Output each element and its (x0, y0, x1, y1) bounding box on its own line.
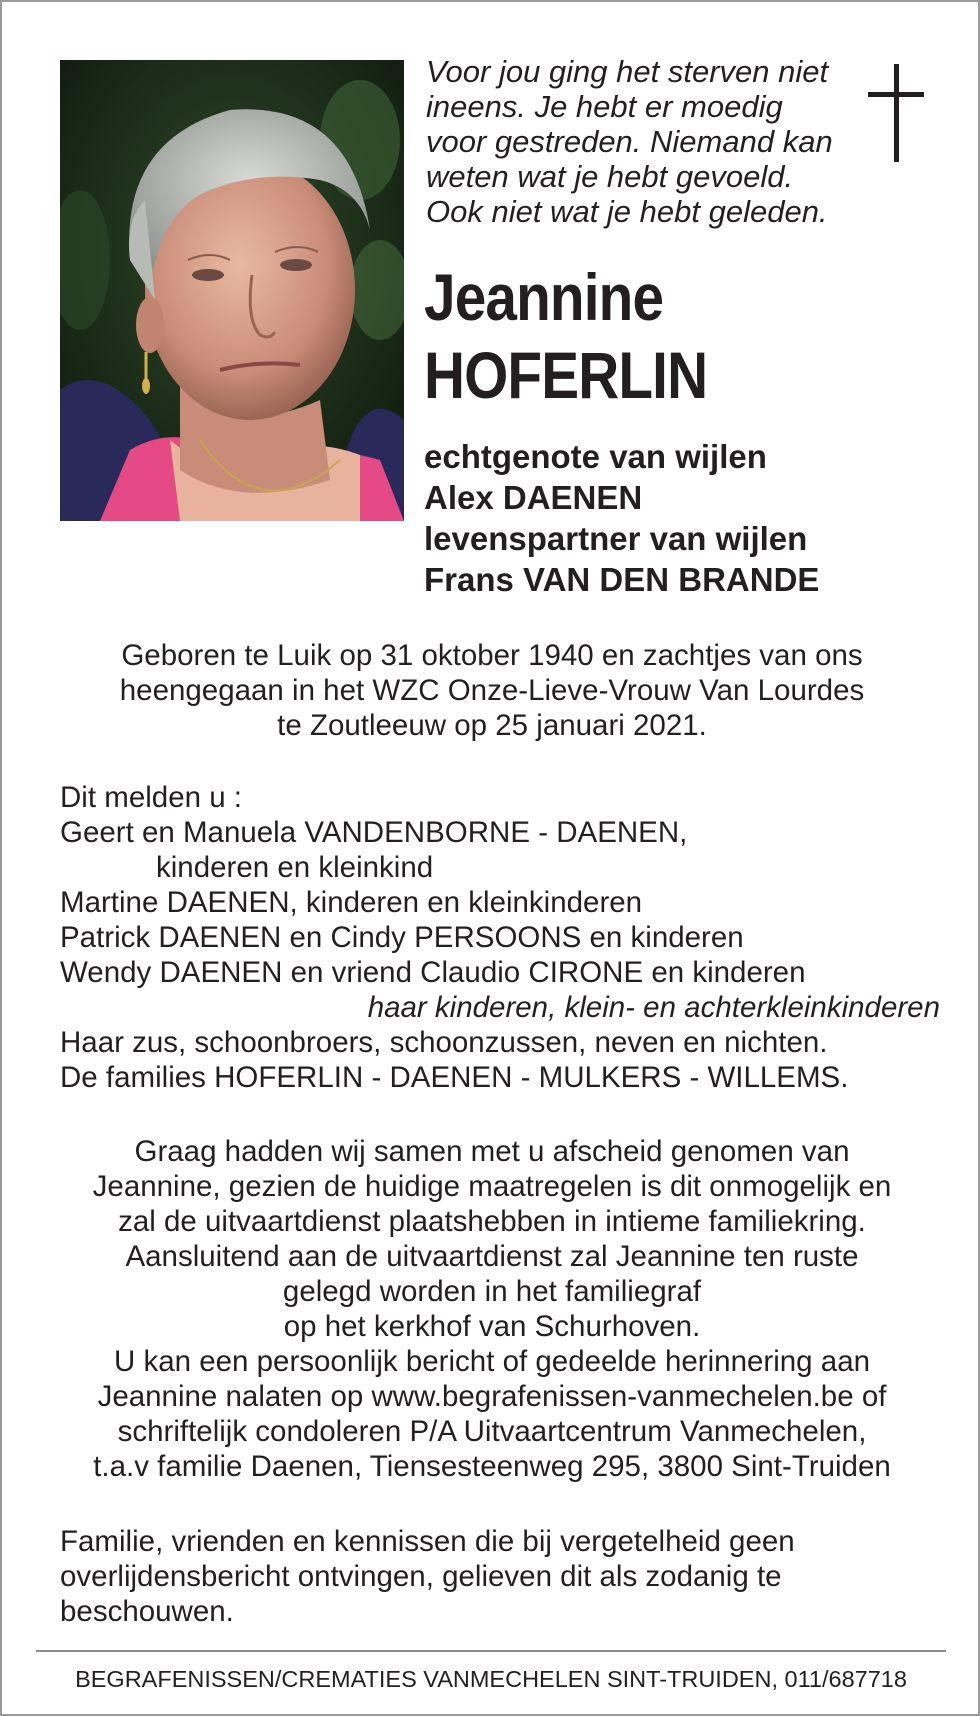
mourner-line: De families HOFERLIN - DAENEN - MULKERS - WILLEMS. (60, 1061, 849, 1094)
poem (426, 54, 866, 229)
closing-line: Familie, vrienden en kennissen die bij vergetelheid geen (60, 1525, 795, 1558)
poem-line: ineens. Je hebt er moedig (426, 89, 783, 124)
message-line: zal de uitvaartdienst plaatshebben in intieme familiekring. (118, 1205, 866, 1238)
birth-line: te Zoutleeuw op 25 januari 2021. (277, 709, 707, 742)
relation-line: echtgenote van wijlen (424, 438, 767, 475)
closing-line: beschouwen. (60, 1595, 234, 1628)
closing-note (60, 1524, 920, 1629)
relations (424, 436, 944, 600)
mourners-list (60, 780, 940, 1095)
relation-line: Frans VAN DEN BRANDE (424, 561, 820, 598)
divider (36, 1650, 946, 1652)
message-line: op het kerkhof van Schurhoven. (283, 1310, 701, 1343)
relation-line: Alex DAENEN (424, 479, 643, 516)
mourner-line: Geert en Manuela VANDENBORNE - DAENEN, (60, 816, 688, 849)
poem-line: weten wat je hebt gevoeld. (426, 159, 794, 194)
mourner-line: Haar zus, schoonbroers, schoonzussen, neven en nichten. (60, 1026, 828, 1059)
portrait-photo (60, 60, 404, 521)
last-name: HOFERLIN (424, 338, 708, 412)
birth-line: heengegaan in het WZC Onze-Lieve-Vrouw Van Lourdes (119, 674, 865, 707)
poem-line: Voor jou ging het sterven niet (426, 54, 829, 89)
message-line: Aansluitend aan de uitvaartdienst zal Jeannine ten ruste (125, 1240, 859, 1273)
deceased-name (424, 258, 820, 414)
mourner-line: Wendy DAENEN en vriend Claudio CIRONE en kinderen (60, 956, 806, 989)
poem-line: Ook niet wat je hebt geleden. (426, 194, 828, 229)
message-line: Jeannine nalaten op www.begrafenissen-vanmechelen.be of (97, 1380, 887, 1413)
mourner-line: Martine DAENEN, kinderen en kleinkinderen (60, 886, 643, 919)
message-line: Graag hadden wij samen met u afscheid genomen van (134, 1135, 850, 1168)
funeral-message (42, 1134, 942, 1484)
relation-line: levenspartner van wijlen (424, 520, 808, 557)
first-name: Jeannine (424, 260, 664, 334)
mourner-line: haar kinderen, klein- en achterkleinkinderen (367, 991, 940, 1024)
message-line: schriftelijk condoleren P/A Uitvaartcentrum Vanmechelen, (117, 1415, 867, 1448)
birth-line: Geboren te Luik op 31 oktober 1940 en zachtjes van ons (121, 639, 863, 672)
message-line: Jeannine, gezien de huidige maatregelen is dit onmogelijk en (92, 1170, 892, 1203)
birth-info (42, 638, 942, 743)
closing-line: overlijdensbericht ontvingen, gelieven dit als zodanig te (60, 1560, 782, 1593)
funeral-home-footer: BEGRAFENISSEN/CREMATIES VANMECHELEN SINT-TRUIDEN, 011/687718 (75, 1666, 907, 1692)
message-line: gelegd worden in het familiegraf (282, 1275, 702, 1308)
cross-icon (868, 64, 924, 162)
mourner-line: kinderen en kleinkind (156, 851, 434, 884)
poem-line: voor gestreden. Niemand kan (426, 124, 833, 159)
message-line: t.a.v familie Daenen, Tiensesteenweg 295, 3800 Sint-Truiden (93, 1450, 891, 1483)
message-line: U kan een persoonlijk bericht of gedeelde herinnering aan (113, 1345, 871, 1378)
mourners-intro: Dit melden u : (60, 781, 242, 814)
mourner-line: Patrick DAENEN en Cindy PERSOONS en kinderen (60, 921, 744, 954)
